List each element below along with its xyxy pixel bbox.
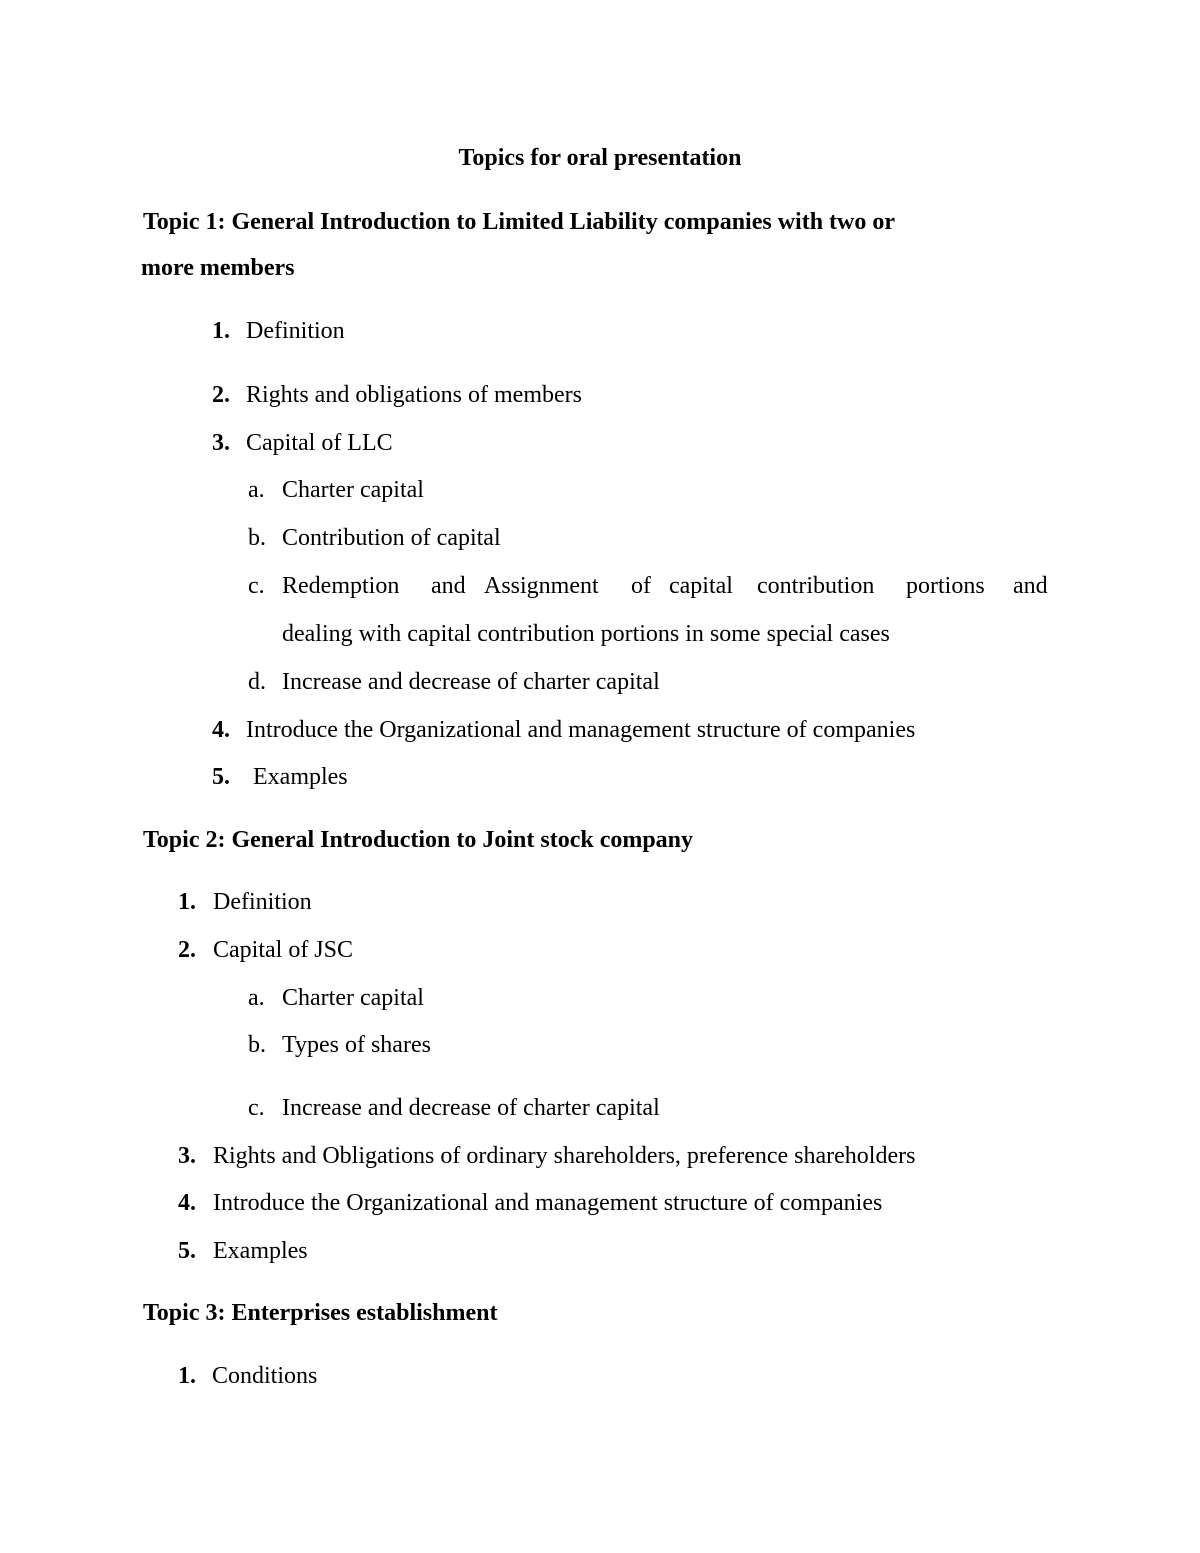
list-number: 5. (178, 1238, 196, 1264)
list-number: 1. (178, 889, 196, 915)
sub-list-item-text: Increase and decrease of charter capital (282, 669, 660, 695)
sub-list-item-text-word: capital (669, 573, 733, 599)
list-number: 4. (212, 717, 230, 743)
page-title: Topics for oral presentation (458, 145, 742, 171)
sub-list-item-text-word: portions (906, 573, 985, 599)
sub-list-letter: b. (248, 1032, 266, 1058)
sub-list-letter: a. (248, 985, 265, 1011)
sub-list-item-text-word: contribution (757, 573, 875, 599)
sub-list-item-text-word: and (1013, 573, 1048, 599)
sub-list-item-text: Contribution of capital (282, 525, 501, 551)
list-item-text: Rights and obligations of members (246, 382, 582, 408)
topic-1-heading: Topic 1: General Introduction to Limited Liability companies with two or (143, 209, 896, 235)
sub-list-letter: b. (248, 525, 266, 551)
sub-list-letter: c. (248, 1095, 265, 1121)
sub-list-item-text-word: and (431, 573, 466, 599)
list-number: 3. (178, 1143, 196, 1169)
list-number: 5. (212, 764, 230, 790)
sub-list-item-text: Types of shares (282, 1032, 431, 1058)
list-item-text: Definition (213, 889, 312, 915)
list-item-text: Capital of LLC (246, 430, 393, 456)
sub-list-item-text-word: Redemption (282, 573, 400, 599)
sub-list-item-text: Charter capital (282, 985, 424, 1011)
topic-2-heading: Topic 2: General Introduction to Joint stock company (143, 827, 694, 853)
sub-list-letter: c. (248, 573, 265, 599)
sub-list-item-text: Increase and decrease of charter capital (282, 1095, 660, 1121)
list-item-text: Conditions (212, 1363, 318, 1389)
topic-1-heading-continued: more members (141, 255, 295, 281)
list-item-text: Examples (253, 764, 348, 790)
list-number: 2. (178, 937, 196, 963)
list-number: 4. (178, 1190, 196, 1216)
topic-3-heading: Topic 3: Enterprises establishment (143, 1300, 498, 1326)
list-number: 2. (212, 382, 230, 408)
sub-list-item-text: dealing with capital contribution portions in some special cases (282, 621, 890, 647)
sub-list-letter: d. (248, 669, 266, 695)
list-item-text: Introduce the Organizational and management structure of companies (213, 1190, 883, 1216)
sub-list-item-text-word: of (631, 573, 651, 599)
list-item-text: Rights and Obligations of ordinary shareholders, preference shareholders (213, 1143, 916, 1169)
list-item-text: Examples (213, 1238, 308, 1264)
list-number: 3. (212, 430, 230, 456)
sub-list-item-text-word: Assignment (484, 573, 599, 599)
list-item-text: Capital of JSC (213, 937, 354, 963)
list-item-text: Introduce the Organizational and management structure of companies (246, 717, 916, 743)
list-item-text: Definition (246, 318, 345, 344)
sub-list-letter: a. (248, 477, 265, 503)
list-number: 1. (178, 1363, 196, 1389)
sub-list-item-text: Charter capital (282, 477, 424, 503)
list-number: 1. (212, 318, 230, 344)
